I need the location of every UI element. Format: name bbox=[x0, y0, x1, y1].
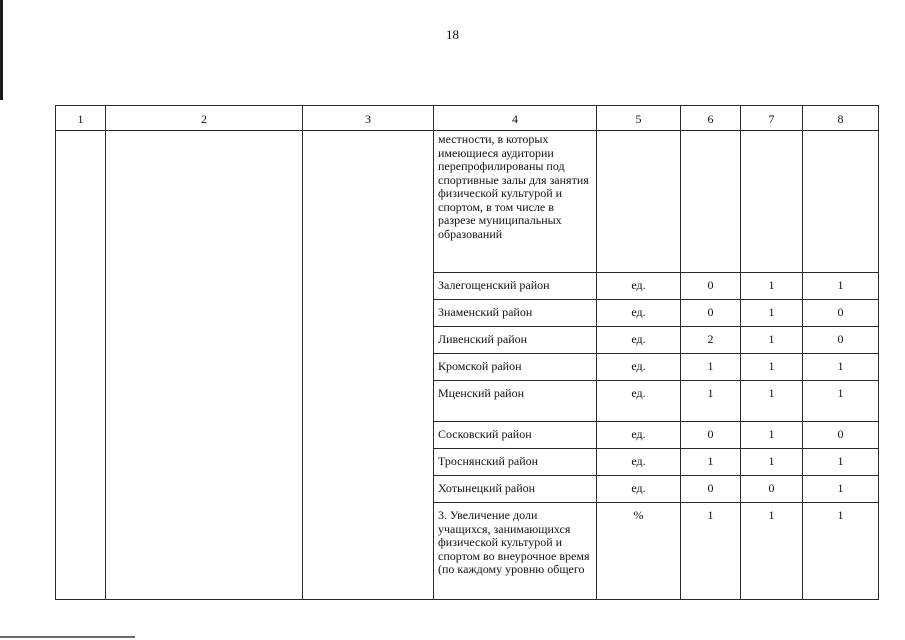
district-value-8: 0 bbox=[803, 300, 879, 327]
district-unit: ед. bbox=[597, 476, 681, 503]
indicator-3-value-6: 1 bbox=[681, 503, 741, 600]
district-name: Троснянский район bbox=[434, 449, 597, 476]
district-name: Ливенский район bbox=[434, 327, 597, 354]
district-unit: ед. bbox=[597, 327, 681, 354]
district-name: Хотынецкий район bbox=[434, 476, 597, 503]
indicator-3-unit: % bbox=[597, 503, 681, 600]
header-cell-8: 8 bbox=[803, 106, 879, 131]
district-value-7: 1 bbox=[741, 449, 803, 476]
district-value-6: 1 bbox=[681, 449, 741, 476]
district-value-7: 1 bbox=[741, 273, 803, 300]
district-value-6: 0 bbox=[681, 422, 741, 449]
district-unit: ед. bbox=[597, 354, 681, 381]
district-unit: ед. bbox=[597, 449, 681, 476]
district-value-6: 0 bbox=[681, 476, 741, 503]
district-unit: ед. bbox=[597, 422, 681, 449]
indicators-table bbox=[55, 105, 879, 600]
district-unit: ед. bbox=[597, 381, 681, 422]
district-value-8: 1 bbox=[803, 449, 879, 476]
district-name: Кромской район bbox=[434, 354, 597, 381]
page-bottom-edge-line bbox=[0, 636, 135, 638]
page-left-edge-line bbox=[0, 0, 3, 100]
district-value-6: 2 bbox=[681, 327, 741, 354]
district-name: Мценский район bbox=[434, 381, 597, 422]
header-cell-2: 2 bbox=[106, 106, 303, 131]
district-value-7: 1 bbox=[741, 354, 803, 381]
value-8-cell-empty bbox=[803, 131, 879, 273]
district-value-7: 0 bbox=[741, 476, 803, 503]
district-value-8: 0 bbox=[803, 422, 879, 449]
district-name: Сосковский район bbox=[434, 422, 597, 449]
header-cell-3: 3 bbox=[303, 106, 434, 131]
district-value-7: 1 bbox=[741, 381, 803, 422]
district-value-6: 1 bbox=[681, 381, 741, 422]
district-value-8: 0 bbox=[803, 327, 879, 354]
col-3-merged-cell bbox=[303, 131, 434, 600]
district-value-8: 1 bbox=[803, 273, 879, 300]
district-unit: ед. bbox=[597, 273, 681, 300]
district-value-8: 1 bbox=[803, 476, 879, 503]
district-name: Знаменский район bbox=[434, 300, 597, 327]
indicator-3-value-8: 1 bbox=[803, 503, 879, 600]
unit-cell-empty bbox=[597, 131, 681, 273]
district-value-7: 1 bbox=[741, 327, 803, 354]
table-header-row bbox=[56, 106, 879, 131]
district-unit: ед. bbox=[597, 300, 681, 327]
district-name: Залегощенский район bbox=[434, 273, 597, 300]
district-value-7: 1 bbox=[741, 422, 803, 449]
district-value-8: 1 bbox=[803, 381, 879, 422]
district-value-8: 1 bbox=[803, 354, 879, 381]
page-number: 18 bbox=[446, 27, 459, 42]
district-value-6: 0 bbox=[681, 273, 741, 300]
indicator-3-text: 3. Увеличение доли учащихся, занимающихся физической культурой и спортом во внеурочное время (по каждому уровню общего bbox=[434, 503, 597, 600]
header-cell-7: 7 bbox=[741, 106, 803, 131]
header-cell-4: 4 bbox=[434, 106, 597, 131]
header-cell-5: 5 bbox=[597, 106, 681, 131]
value-6-cell-empty bbox=[681, 131, 741, 273]
header-cell-1: 1 bbox=[56, 106, 106, 131]
district-value-6: 0 bbox=[681, 300, 741, 327]
col-2-merged-cell bbox=[106, 131, 303, 600]
district-value-7: 1 bbox=[741, 300, 803, 327]
table-row bbox=[56, 131, 879, 273]
header-cell-6: 6 bbox=[681, 106, 741, 131]
value-7-cell-empty bbox=[741, 131, 803, 273]
indicator-3-value-7: 1 bbox=[741, 503, 803, 600]
indicator-continuation-text: местности, в которых имеющиеся аудитории перепрофилированы под спортивные залы для занятия физической культурой и спортом, в том числе в разрезе муниципальных образований bbox=[434, 131, 597, 273]
district-value-6: 1 bbox=[681, 354, 741, 381]
col-1-merged-cell bbox=[56, 131, 106, 600]
